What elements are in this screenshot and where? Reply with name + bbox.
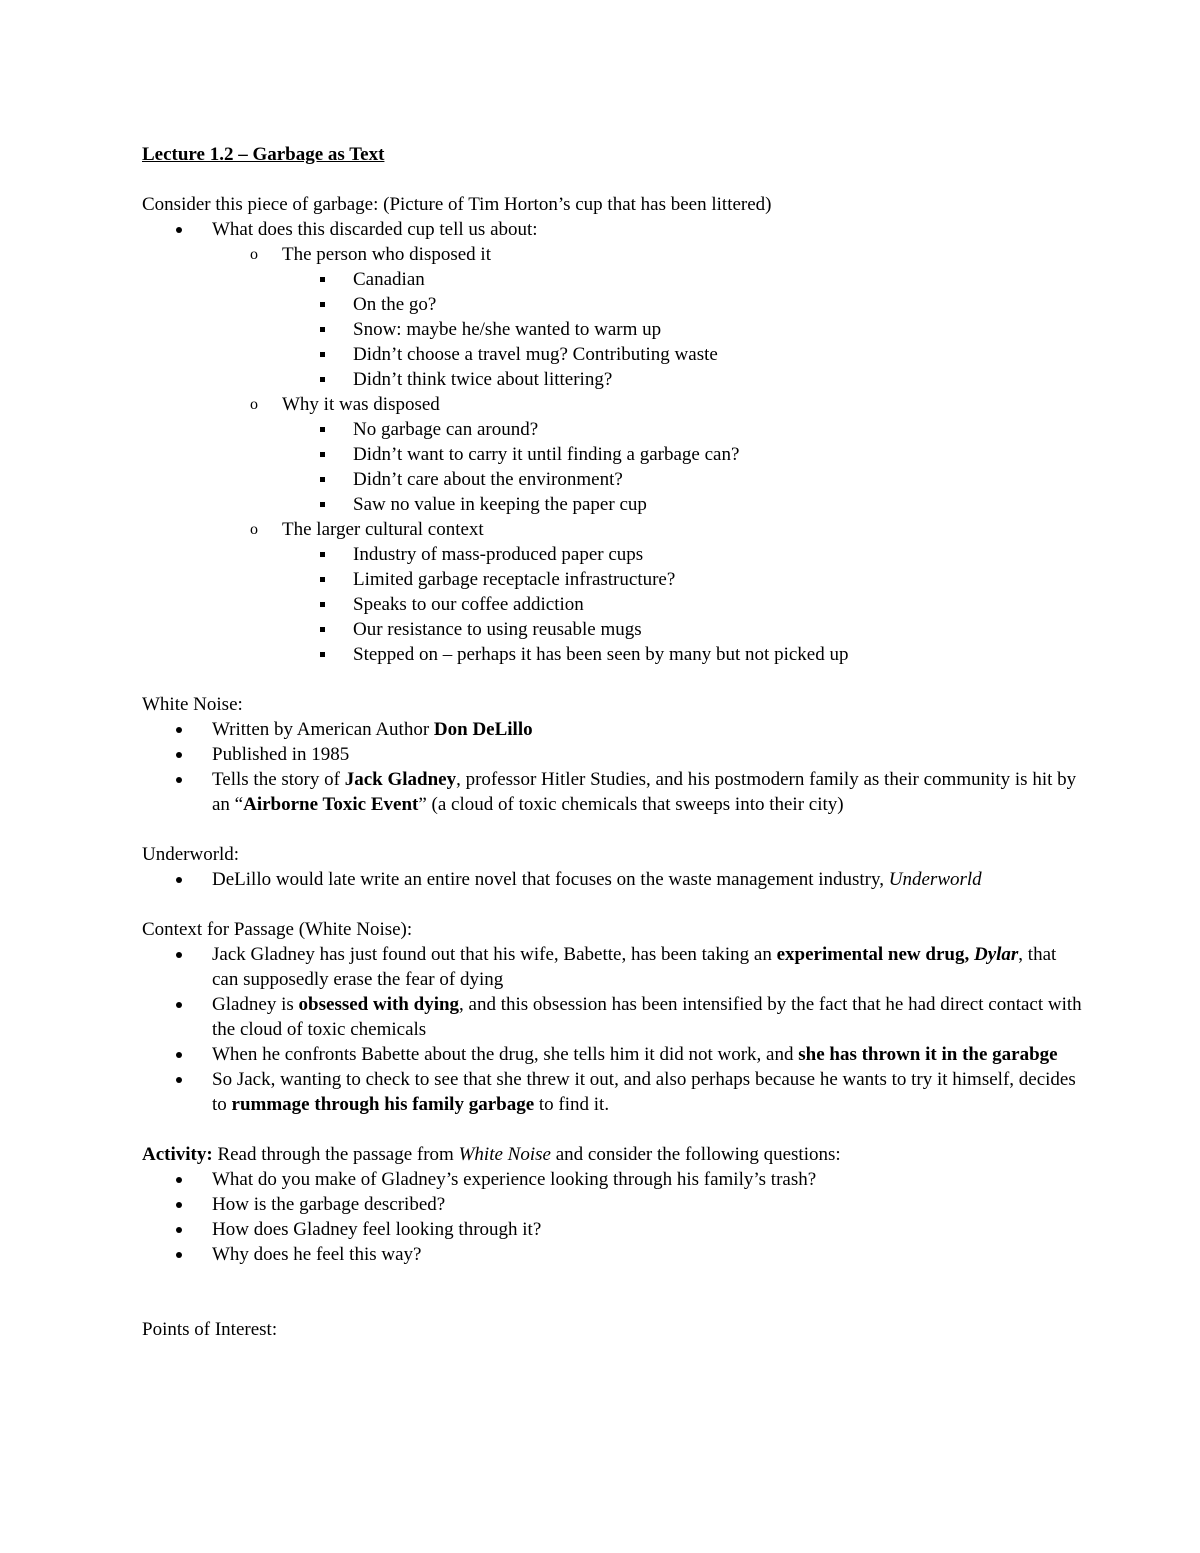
list-item: How is the garbage described? xyxy=(142,1192,1082,1217)
section-heading: White Noise: xyxy=(142,694,243,715)
square-bullet-icon xyxy=(320,277,325,282)
list-item: What do you make of Gladney’s experience looking through his family’s trash? xyxy=(142,1167,1082,1192)
circle-bullet-icon: o xyxy=(250,246,258,263)
bullet-icon xyxy=(176,1177,182,1183)
intro-list xyxy=(142,217,1082,667)
intro-text: Consider this piece of garbage: (Picture of Tim Horton’s cup that has been littered) xyxy=(142,194,772,215)
section-heading: Underworld: xyxy=(142,844,240,865)
list-item: Stepped on – perhaps it has been seen by many but not picked up xyxy=(142,642,1082,667)
list-item: Gladney is obsessed with dying, and this obsession has been intensified by the fact that he had direct contact with the cloud of toxic chemicals xyxy=(142,992,1082,1042)
square-bullet-icon xyxy=(320,377,325,382)
white-noise-list xyxy=(142,717,1082,817)
bullet-icon xyxy=(176,1252,182,1258)
list-item: Saw no value in keeping the paper cup xyxy=(142,492,1082,517)
activity-text: Activity: Read through the passage from White Noise and consider the following questions: xyxy=(142,1144,841,1165)
list-item: o The person who disposed it xyxy=(250,244,491,265)
circle-bullet-icon: o xyxy=(250,396,258,413)
bullet-icon xyxy=(176,727,182,733)
list-item: Didn’t choose a travel mug? Contributing waste xyxy=(142,342,1082,367)
list-item: Didn’t want to carry it until finding a garbage can? xyxy=(142,442,1082,467)
square-bullet-icon xyxy=(320,427,325,432)
section-heading: Context for Passage (White Noise): xyxy=(142,919,413,940)
list-item: Speaks to our coffee addiction xyxy=(142,592,1082,617)
underworld-list xyxy=(142,867,1082,892)
square-bullet-icon xyxy=(320,552,325,557)
square-bullet-icon xyxy=(320,327,325,332)
square-bullet-icon xyxy=(320,627,325,632)
circle-bullet-icon: o xyxy=(250,521,258,538)
list-item: So Jack, wanting to check to see that she threw it out, and also perhaps because he wants to try it himself, decides to rummage through his family garbage to find it. xyxy=(142,1067,1082,1117)
square-bullet-icon xyxy=(320,602,325,607)
list-item: Written by American Author Don DeLillo xyxy=(142,717,1082,742)
square-bullet-icon xyxy=(320,652,325,657)
list-item: How does Gladney feel looking through it? xyxy=(142,1217,1082,1242)
list-item: On the go? xyxy=(142,292,1082,317)
bullet-icon xyxy=(176,1227,182,1233)
page-title: Lecture 1.2 – Garbage as Text xyxy=(142,144,385,165)
square-bullet-icon xyxy=(320,502,325,507)
activity-questions xyxy=(142,1167,1082,1267)
list-item: Jack Gladney has just found out that his wife, Babette, has been taking an experimental new drug, Dylar, that can supposedly erase the fear of dying xyxy=(142,942,1082,992)
list-item: Snow: maybe he/she wanted to warm up xyxy=(142,317,1082,342)
activity-label: Activity: xyxy=(142,1144,213,1165)
document-content xyxy=(142,142,1082,1342)
bullet-icon xyxy=(176,752,182,758)
bullet-icon xyxy=(176,1002,182,1008)
list-item: Didn’t think twice about littering? xyxy=(142,367,1082,392)
list-item: o The larger cultural context xyxy=(250,519,484,540)
bullet-icon xyxy=(176,1077,182,1083)
list-item: Tells the story of Jack Gladney, professor Hitler Studies, and his postmodern family as their community is hit by an “Airborne Toxic Event” (a cloud of toxic chemicals that sweeps into their city) xyxy=(142,767,1082,817)
list-item: Why does he feel this way? xyxy=(142,1242,1082,1267)
context-list xyxy=(142,942,1082,1117)
list-item: Industry of mass-produced paper cups xyxy=(142,542,1082,567)
bullet-icon xyxy=(176,777,182,783)
list-item: o Why it was disposed xyxy=(250,394,440,415)
bullet-icon xyxy=(176,952,182,958)
list-item: Limited garbage receptacle infrastructure? xyxy=(142,567,1082,592)
square-bullet-icon xyxy=(320,477,325,482)
bullet-icon xyxy=(176,1202,182,1208)
list-item: What does this discarded cup tell us about: xyxy=(142,217,1082,242)
bullet-icon xyxy=(176,1052,182,1058)
bullet-icon xyxy=(176,227,182,233)
square-bullet-icon xyxy=(320,452,325,457)
list-item: Didn’t care about the environment? xyxy=(142,467,1082,492)
square-bullet-icon xyxy=(320,302,325,307)
bullet-icon xyxy=(176,877,182,883)
list-item: Our resistance to using reusable mugs xyxy=(142,617,1082,642)
list-item: When he confronts Babette about the drug, she tells him it did not work, and she has thrown it in the garabge xyxy=(142,1042,1082,1067)
section-heading: Points of Interest: xyxy=(142,1319,278,1340)
list-item: Published in 1985 xyxy=(142,742,1082,767)
list-item: DeLillo would late write an entire novel that focuses on the waste management industry, Underworld xyxy=(142,867,1082,892)
square-bullet-icon xyxy=(320,352,325,357)
list-item: Canadian xyxy=(142,267,1082,292)
list-item: No garbage can around? xyxy=(142,417,1082,442)
square-bullet-icon xyxy=(320,577,325,582)
